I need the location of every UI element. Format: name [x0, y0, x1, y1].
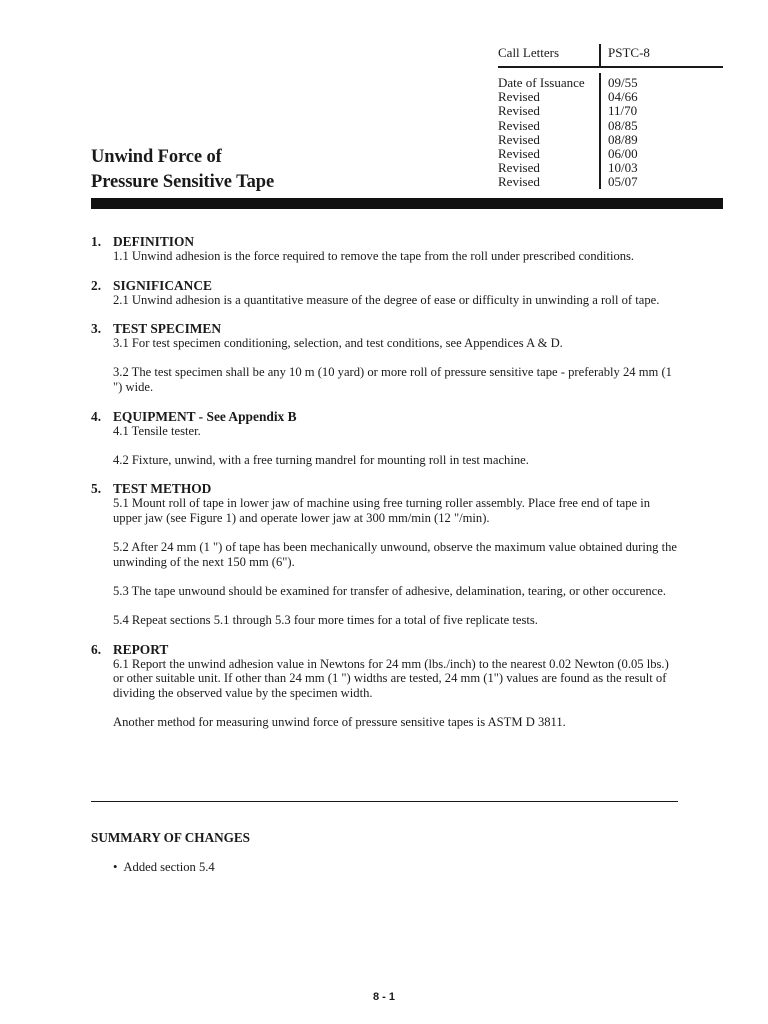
- bullet-icon: •: [113, 860, 118, 874]
- section-heading: [91, 278, 681, 293]
- section-paragraph: 5.4 Repeat sections 5.1 through 5.3 four more times for a total of five replicate tests.: [113, 613, 538, 628]
- revision-row: [498, 119, 723, 133]
- section-heading-text: TEST SPECIMEN: [113, 321, 222, 337]
- revision-label: Revised: [498, 89, 540, 105]
- revision-date: 09/55: [608, 75, 638, 90]
- document-body: [91, 234, 681, 744]
- revision-date: 06/00: [608, 145, 638, 161]
- section-3: [91, 321, 681, 394]
- revision-date: 08/85: [608, 117, 638, 133]
- header-rule: [498, 66, 723, 68]
- section-heading-text: EQUIPMENT - See Appendix B: [113, 408, 297, 424]
- section-heading: [91, 481, 681, 496]
- section-paragraph: 4.1 Tensile tester.: [113, 423, 201, 438]
- title-line-1: Unwind Force of: [91, 147, 222, 167]
- section-heading-text: DEFINITION: [113, 234, 195, 249]
- section-number: 6.: [91, 641, 102, 657]
- section-1: [91, 234, 681, 264]
- revision-label: Revised: [498, 145, 540, 161]
- section-paragraph: 2.1 Unwind adhesion is a quantitative measure of the degree of ease or difficulty in unwinding a roll of tape.: [113, 292, 660, 307]
- revision-row: [498, 76, 723, 90]
- section-heading: [91, 642, 681, 657]
- call-letters-label: Call Letters: [498, 45, 560, 60]
- section-2: [91, 278, 681, 308]
- section-number: 5.: [91, 481, 102, 497]
- revision-row: [498, 133, 723, 147]
- revision-date: 05/07: [608, 174, 638, 190]
- summary-item: [113, 860, 215, 875]
- summary-item-text: Added section 5.4: [123, 860, 215, 874]
- page-number: 8 - 1: [372, 991, 395, 1003]
- revision-label: Revised: [498, 174, 540, 190]
- revision-date: 10/03: [608, 160, 638, 176]
- section-heading: [91, 409, 681, 424]
- document-title: [91, 145, 274, 195]
- section-heading-text: TEST METHOD: [113, 481, 212, 497]
- revision-label: Revised: [498, 103, 540, 119]
- section-paragraph: 5.1 Mount roll of tape in lower jaw of machine using free turning roller assembly. Place free end of tape in upper jaw (see Figure 1) and operate lower jaw at 300 mm/min (12 "/min).: [113, 496, 651, 525]
- section-paragraph: 5.2 After 24 mm (1 ") of tape has been mechanically unwound, observe the maximum value obtained during the unwinding of the next 150 mm (6").: [113, 540, 678, 569]
- section-paragraph: 3.2 The test specimen shall be any 10 m (10 yard) or more roll of pressure sensitive tape - preferably 24 mm (1 ") wide.: [113, 365, 672, 394]
- revision-date: 04/66: [608, 89, 638, 105]
- section-heading-text: REPORT: [113, 641, 169, 657]
- revision-row: [498, 175, 723, 189]
- call-letters-value: PSTC-8: [608, 45, 650, 60]
- revision-label: Date of Issuance: [498, 75, 585, 90]
- revision-label: Revised: [498, 117, 540, 133]
- section-paragraph: 4.2 Fixture, unwind, with a free turning mandrel for mounting roll in test machine.: [113, 452, 529, 467]
- section-5: [91, 481, 681, 627]
- section-paragraph: 1.1 Unwind adhesion is the force required to remove the tape from the roll under prescribed conditions.: [113, 249, 635, 263]
- section-heading: [91, 234, 681, 249]
- summary-list: [113, 860, 215, 875]
- section-4: [91, 409, 681, 468]
- revision-date: 11/70: [608, 103, 638, 119]
- revision-label: Revised: [498, 160, 540, 176]
- revision-row: [498, 104, 723, 118]
- revision-history: [498, 76, 723, 190]
- revision-row: [498, 161, 723, 175]
- section-paragraph: 6.1 Report the unwind adhesion value in Newtons for 24 mm (lbs./inch) to the nearest 0.02 Newton (0.05 lbs.) or other suitable unit. If other than 24 mm (1 ") widths are tested, 24 mm (1") values are found as the result of dividing the observed value by the specimen width.: [113, 656, 669, 700]
- summary-divider: [91, 801, 678, 802]
- section-paragraph: 5.3 The tape unwound should be examined for transfer of adhesive, delamination, tearing, or other occurence.: [113, 583, 666, 598]
- header-vertical-divider-top: [599, 44, 601, 68]
- section-heading: [91, 321, 681, 336]
- call-letters-row: [498, 44, 723, 68]
- section-6: [91, 642, 681, 730]
- section-number: 2.: [91, 277, 102, 293]
- revision-row: [498, 147, 723, 161]
- title-line-2: Pressure Sensitive Tape: [91, 172, 275, 192]
- revision-label: Revised: [498, 131, 540, 147]
- revision-row: [498, 90, 723, 104]
- section-number: 1.: [91, 234, 102, 249]
- section-paragraph: Another method for measuring unwind force of pressure sensitive tapes is ASTM D 3811.: [113, 715, 566, 730]
- section-number: 3.: [91, 321, 102, 337]
- revision-date: 08/89: [608, 131, 638, 147]
- title-separator-band: [91, 198, 723, 209]
- section-paragraph: 3.1 For test specimen conditioning, selection, and test conditions, see Appendices A & D.: [113, 336, 563, 351]
- summary-title: SUMMARY OF CHANGES: [91, 830, 251, 845]
- section-heading-text: SIGNIFICANCE: [113, 277, 212, 293]
- section-number: 4.: [91, 408, 102, 424]
